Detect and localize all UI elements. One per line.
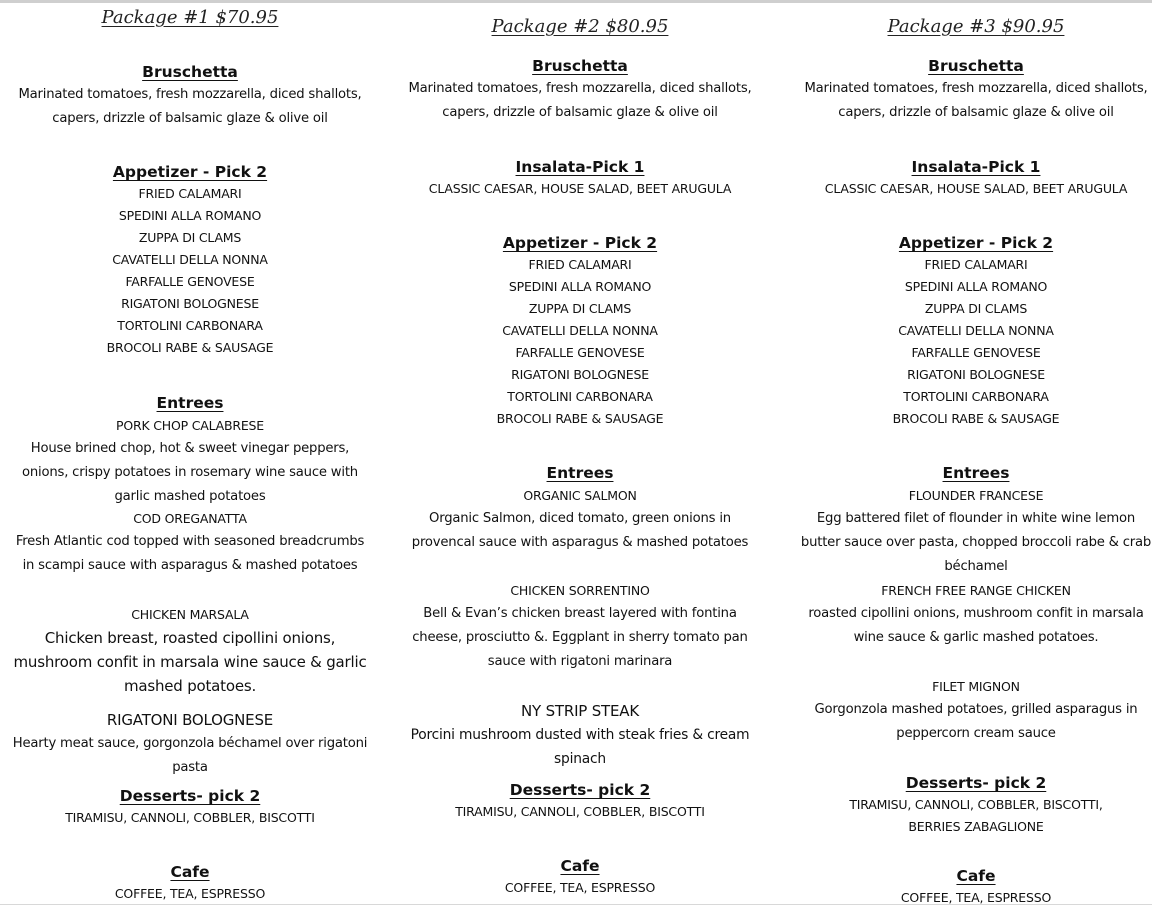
desserts-items: TIRAMISU, CANNOLI, COBBLER, BISCOTTI <box>65 810 315 825</box>
appetizer-item: SPEDINI ALLA ROMANO <box>118 208 262 223</box>
appetizer-item: BROCOLI RABE & SAUSAGE <box>892 411 1060 426</box>
appetizer-item: TORTOLINI CARBONARA <box>117 318 263 333</box>
appetizer-item: ZUPPA DI CLAMS <box>528 301 632 316</box>
section-heading: Appetizer - Pick 2 <box>112 163 268 181</box>
package-title: Package #3 $90.95 <box>887 16 1065 37</box>
bruschetta-section <box>800 55 1152 125</box>
dish-name: CHICKEN SORRENTINO <box>510 583 650 598</box>
entree-dish <box>0 415 380 509</box>
appetizer-section <box>400 232 760 430</box>
dish-name: FRENCH FREE RANGE CHICKEN <box>881 583 1071 598</box>
appetizer-item: FRIED CALAMARI <box>924 257 1028 272</box>
appetizer-item: CAVATELLI DELLA NONNA <box>898 323 1054 338</box>
desserts-section <box>400 779 760 823</box>
section-heading: Appetizer - Pick 2 <box>898 234 1054 252</box>
appetizer-item: ZUPPA DI CLAMS <box>924 301 1028 316</box>
appetizer-item: FARFALLE GENOVESE <box>125 274 255 289</box>
section-heading: Bruschetta <box>532 57 628 75</box>
cafe-section <box>0 861 380 905</box>
appetizer-item: SPEDINI ALLA ROMANO <box>508 279 652 294</box>
appetizer-item: TORTOLINI CARBONARA <box>903 389 1049 404</box>
dish-description: Egg battered filet of flounder in white wine lemon butter sauce over pasta, chopped broccoli rabe & crab béchamel <box>800 511 1152 574</box>
cafe-section <box>800 865 1152 905</box>
appetizer-item: TORTOLINI CARBONARA <box>507 389 653 404</box>
entree-dish <box>400 485 760 555</box>
appetizer-item: FARFALLE GENOVESE <box>911 345 1041 360</box>
dish-description: Fresh Atlantic cod topped with seasoned breadcrumbs in scampi sauce with asparagus & mashed potatoes <box>15 534 365 573</box>
appetizer-item: RIGATONI BOLOGNESE <box>511 367 649 382</box>
entree-dish <box>0 604 380 698</box>
section-heading: Entrees <box>546 464 614 482</box>
entrees-section <box>0 392 380 414</box>
dish-description: Hearty meat sauce, gorgonzola béchamel over rigatoni pasta <box>12 736 368 775</box>
section-heading: Entrees <box>156 394 224 412</box>
dish-description: Porcini mushroom dusted with steak fries & cream spinach <box>410 727 750 767</box>
entrees-section <box>400 462 760 484</box>
appetizer-section <box>0 161 380 359</box>
insalata-items: CLASSIC CAESAR, HOUSE SALAD, BEET ARUGULA <box>428 181 732 196</box>
entree-dish <box>800 485 1152 579</box>
dish-description: Chicken breast, roasted cipollini onions, mushroom confit in marsala wine sauce & garlic mashed potatoes. <box>13 629 367 695</box>
bruschetta-description: Marinated tomatoes, fresh mozzarella, diced shallots, capers, drizzle of balsamic glaze & olive oil <box>804 81 1148 120</box>
bruschetta-description: Marinated tomatoes, fresh mozzarella, diced shallots, capers, drizzle of balsamic glaze & olive oil <box>408 81 752 120</box>
section-heading: Cafe <box>560 857 600 875</box>
entree-dish <box>400 699 760 771</box>
appetizer-item: BROCOLI RABE & SAUSAGE <box>106 340 274 355</box>
insalata-items: CLASSIC CAESAR, HOUSE SALAD, BEET ARUGULA <box>824 181 1128 196</box>
dish-description: Gorgonzola mashed potatoes, grilled asparagus in peppercorn cream sauce <box>814 702 1138 741</box>
section-heading: Cafe <box>170 863 210 881</box>
dish-name: COD OREGANATTA <box>133 511 247 526</box>
section-heading: Cafe <box>956 867 996 885</box>
insalata-section <box>800 156 1152 200</box>
appetizer-item: SPEDINI ALLA ROMANO <box>904 279 1048 294</box>
insalata-section <box>400 156 760 200</box>
appetizer-item: ZUPPA DI CLAMS <box>138 230 242 245</box>
dish-description: Organic Salmon, diced tomato, green onions in provencal sauce with asparagus & mashed potatoes <box>411 511 749 550</box>
desserts-items: TIRAMISU, CANNOLI, COBBLER, BISCOTTI, BERRIES ZABAGLIONE <box>849 797 1103 834</box>
bruschetta-section <box>400 55 760 125</box>
appetizer-item: BROCOLI RABE & SAUSAGE <box>496 411 664 426</box>
dish-name: FLOUNDER FRANCESE <box>908 488 1044 503</box>
section-heading: Desserts- pick 2 <box>509 781 651 799</box>
entree-dish <box>0 508 380 578</box>
entrees-section <box>800 462 1152 484</box>
dish-description: House brined chop, hot & sweet vinegar peppers, onions, crispy potatoes in rosemary wine sauce with garlic mashed potatoes <box>22 441 358 504</box>
dish-name: FILET MIGNON <box>932 679 1020 694</box>
section-heading: Desserts- pick 2 <box>905 774 1047 792</box>
dish-description: roasted cipollini onions, mushroom confit in marsala wine sauce & garlic mashed potatoes. <box>808 606 1144 645</box>
cafe-items: COFFEE, TEA, ESPRESSO <box>114 886 266 901</box>
cafe-items: COFFEE, TEA, ESPRESSO <box>504 880 656 895</box>
package-title: Package #1 $70.95 <box>101 7 279 28</box>
dish-name: PORK CHOP CALABRESE <box>116 418 264 433</box>
section-heading: Bruschetta <box>142 63 238 81</box>
entree-dish <box>0 708 380 780</box>
appetizer-item: CAVATELLI DELLA NONNA <box>502 323 658 338</box>
entree-dish <box>800 580 1152 650</box>
appetizer-item: RIGATONI BOLOGNESE <box>121 296 259 311</box>
section-heading: Entrees <box>942 464 1010 482</box>
cafe-section <box>400 855 760 899</box>
appetizer-item: FARFALLE GENOVESE <box>515 345 645 360</box>
section-heading: Insalata-Pick 1 <box>515 158 645 176</box>
section-heading: Insalata-Pick 1 <box>911 158 1041 176</box>
bruschetta-section <box>0 61 380 131</box>
appetizer-item: CAVATELLI DELLA NONNA <box>112 252 268 267</box>
desserts-items: TIRAMISU, CANNOLI, COBBLER, BISCOTTI <box>455 804 705 819</box>
dish-name: CHICKEN MARSALA <box>131 607 249 622</box>
section-heading: Desserts- pick 2 <box>119 787 261 805</box>
dish-name: ORGANIC SALMON <box>523 488 637 503</box>
entree-dish <box>400 580 760 674</box>
appetizer-item: RIGATONI BOLOGNESE <box>907 367 1045 382</box>
cafe-items: COFFEE, TEA, ESPRESSO <box>900 890 1052 905</box>
section-heading: Appetizer - Pick 2 <box>502 234 658 252</box>
section-heading: Bruschetta <box>928 57 1024 75</box>
dish-name: RIGATONI BOLOGNESE <box>106 711 274 729</box>
dish-name: NY STRIP STEAK <box>521 702 639 720</box>
desserts-section <box>800 772 1152 838</box>
desserts-section <box>0 785 380 829</box>
appetizer-item: FRIED CALAMARI <box>138 186 242 201</box>
appetizer-section <box>800 232 1152 430</box>
dish-description: Bell & Evan’s chicken breast layered with fontina cheese, prosciutto &. Eggplant in sherry tomato pan sauce with rigatoni marinara <box>412 606 748 669</box>
appetizer-item: FRIED CALAMARI <box>528 257 632 272</box>
bruschetta-description: Marinated tomatoes, fresh mozzarella, diced shallots, capers, drizzle of balsamic glaze & olive oil <box>18 87 362 126</box>
package-title: Package #2 $80.95 <box>491 16 669 37</box>
entree-dish <box>800 676 1152 746</box>
